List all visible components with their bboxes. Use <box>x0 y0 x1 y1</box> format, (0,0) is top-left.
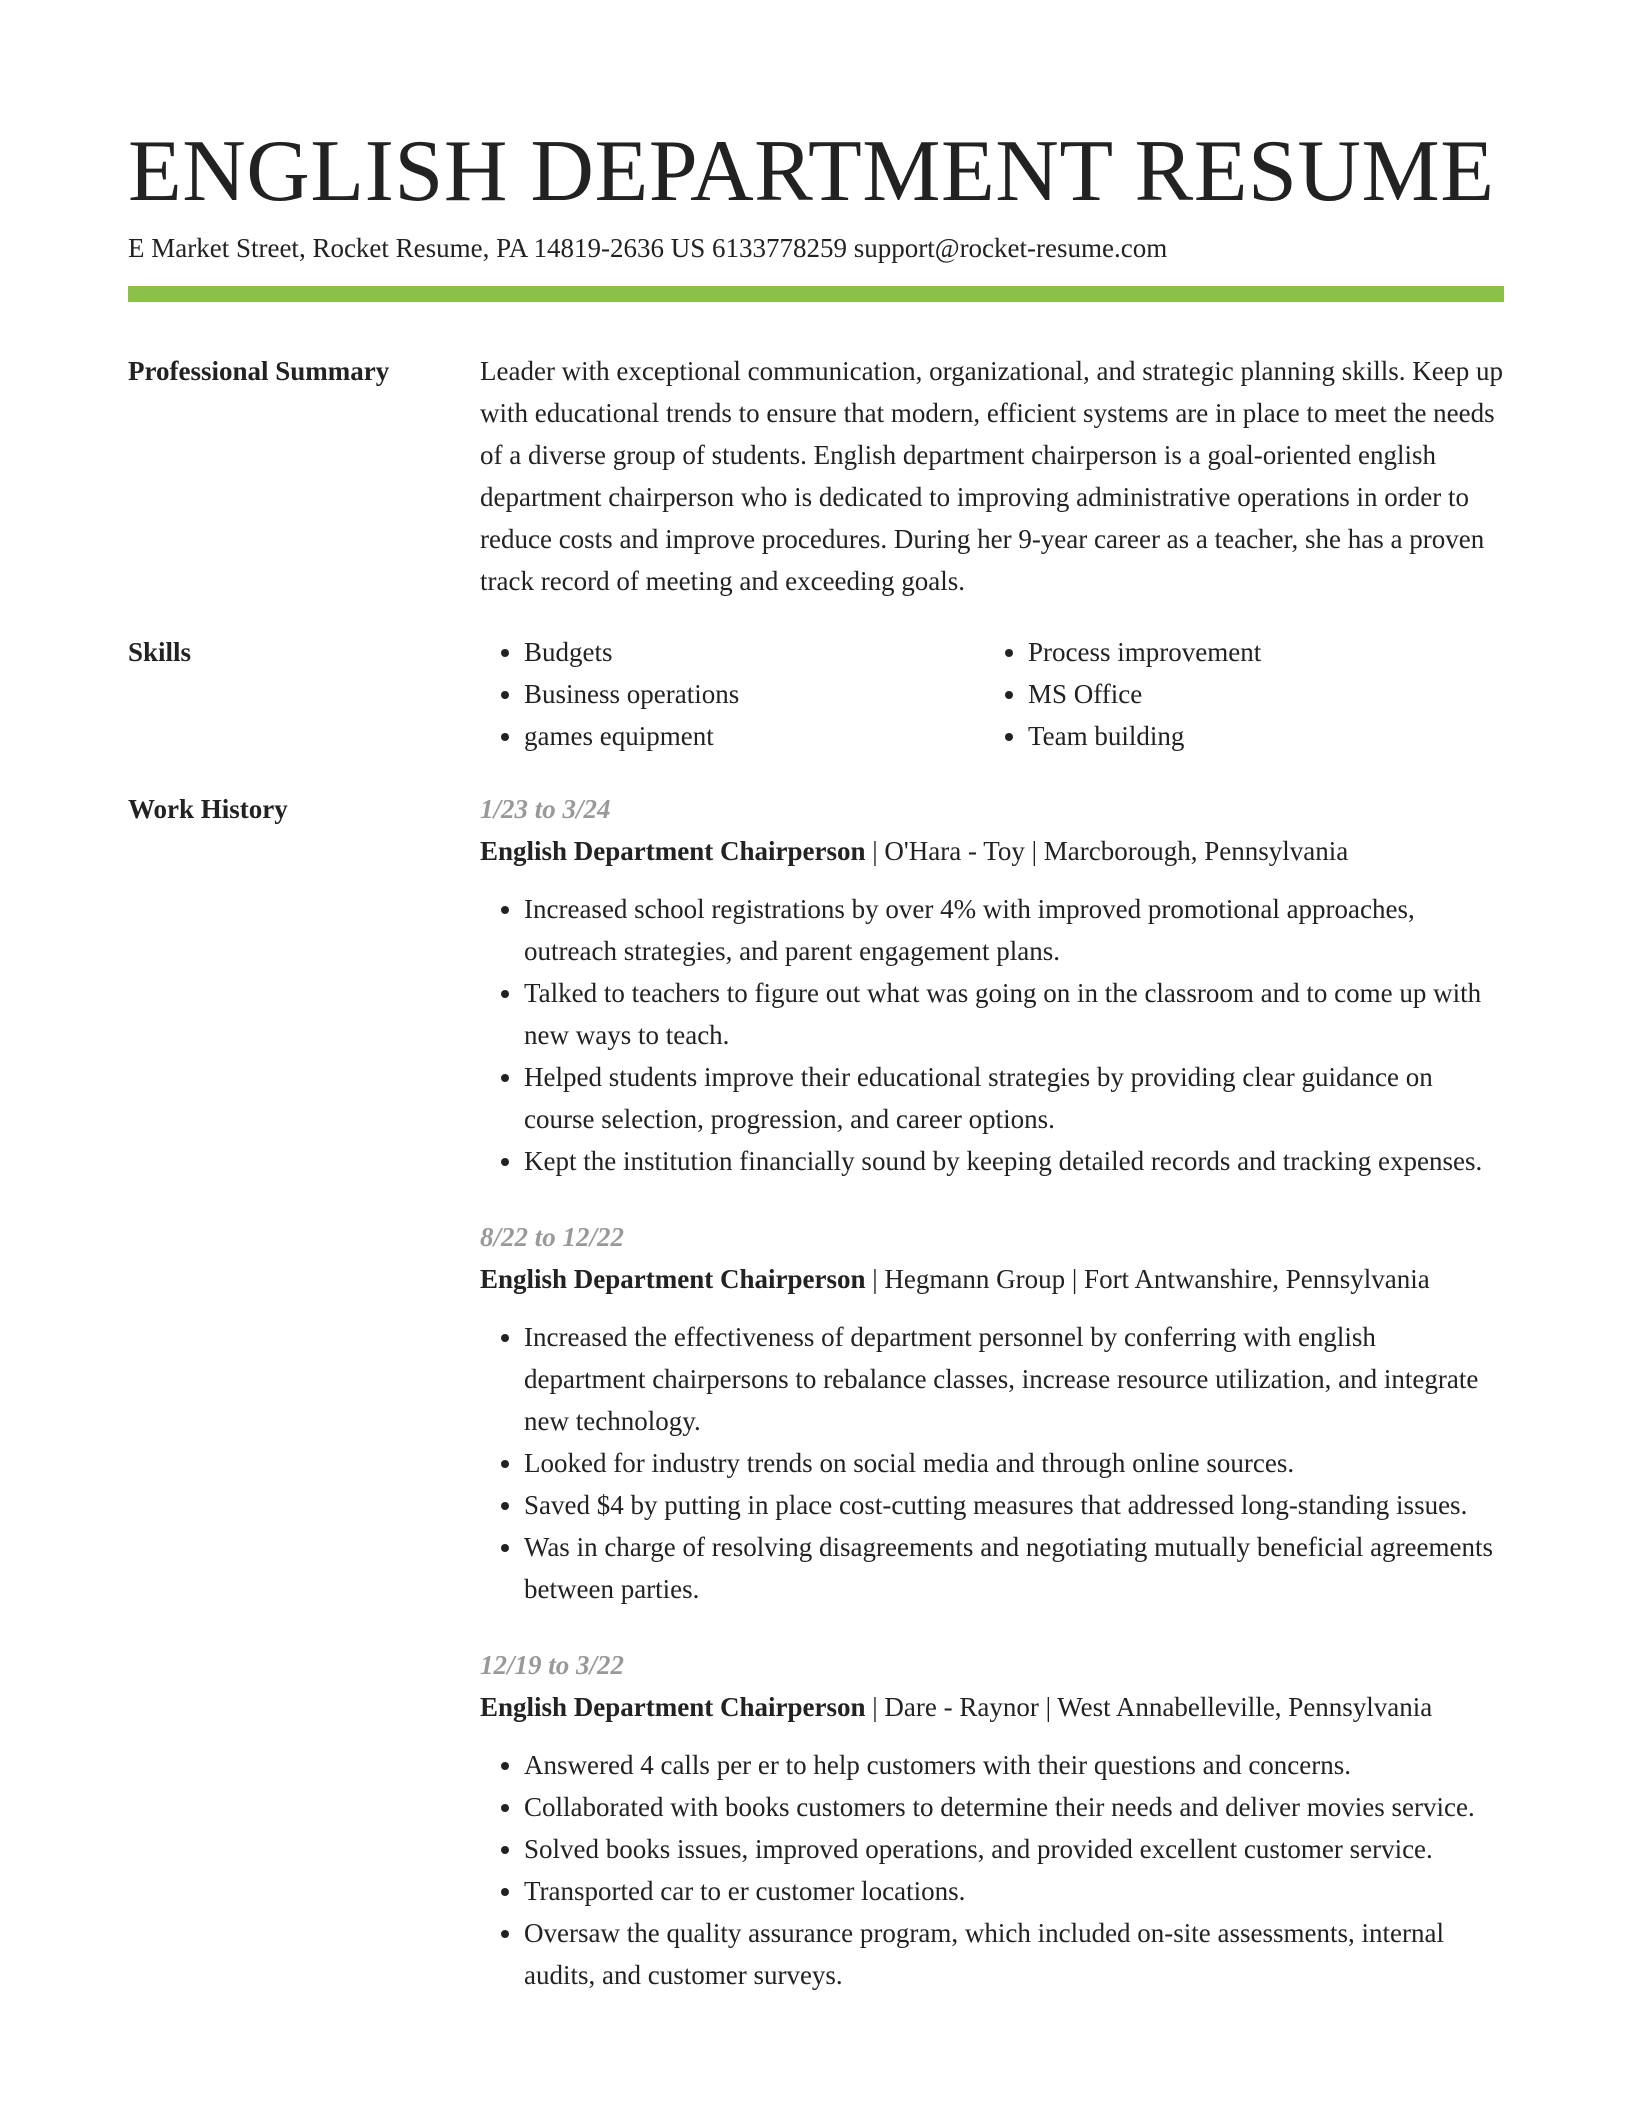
work-history-body <box>480 788 1504 2030</box>
skill-item: • Budgets <box>524 631 984 673</box>
job-title: English Department Chairperson <box>480 1264 866 1294</box>
job-title-line <box>480 1686 1504 1728</box>
accent-divider <box>128 286 1504 302</box>
job-company: Dare - Raynor <box>884 1692 1039 1722</box>
skill-item: • Process improvement <box>1028 631 1488 673</box>
job-bullet: • Talked to teachers to figure out what was going on in the classroom and to come up with new ways to teach. <box>524 972 1504 1056</box>
skills-column-left <box>480 631 984 757</box>
job-bullet-list <box>480 888 1504 1182</box>
job-bullet: • Helped students improve their educational strategies by providing clear guidance on course selection, progression, and career options. <box>524 1056 1504 1140</box>
resume-title: ENGLISH DEPARTMENT RESUME <box>128 123 1495 220</box>
separator: | <box>1065 1264 1085 1294</box>
job-dates: 12/19 to 3/22 <box>480 1650 625 1680</box>
job-location: Marcborough, Pennsylvania <box>1043 836 1349 866</box>
work-history-heading: Work History <box>128 794 288 824</box>
job-bullet-list <box>480 1744 1504 1996</box>
separator: | <box>865 1692 885 1722</box>
separator: | <box>865 1264 885 1294</box>
job-entry <box>480 788 1504 1182</box>
job-bullet: • Kept the institution financially sound by keeping detailed records and tracking expenses. <box>524 1140 1504 1182</box>
separator: | <box>865 836 885 866</box>
job-entry <box>480 1644 1504 1996</box>
job-bullet: • Was in charge of resolving disagreements and negotiating mutually beneficial agreements between parties. <box>524 1526 1504 1610</box>
job-title-line <box>480 1258 1504 1300</box>
job-bullet: • Solved books issues, improved operations, and provided excellent customer service. <box>524 1828 1504 1870</box>
job-bullet: • Looked for industry trends on social media and through online sources. <box>524 1442 1504 1484</box>
job-bullet-list <box>480 1316 1504 1610</box>
job-bullet: • Oversaw the quality assurance program, which included on-site assessments, internal audits, and customer surveys. <box>524 1912 1504 1996</box>
separator: | <box>1038 1692 1058 1722</box>
job-location: West Annabelleville, Pennsylvania <box>1057 1692 1433 1722</box>
job-bullet: • Increased the effectiveness of department personnel by conferring with english department chairpersons to rebalance classes, increase resource utilization, and integrate new technology. <box>524 1316 1504 1442</box>
job-title-line <box>480 830 1504 872</box>
job-dates: 1/23 to 3/24 <box>480 794 611 824</box>
skill-item: • Business operations <box>524 673 984 715</box>
job-dates: 8/22 to 12/22 <box>480 1222 625 1252</box>
job-company: Hegmann Group <box>884 1264 1066 1294</box>
summary-heading: Professional Summary <box>128 356 390 386</box>
skills-column-right <box>984 631 1488 757</box>
separator: | <box>1024 836 1044 866</box>
job-title: English Department Chairperson <box>480 1692 866 1722</box>
skills-body <box>480 631 1504 757</box>
job-bullet: • Saved $4 by putting in place cost-cutting measures that addressed long-standing issues. <box>524 1484 1504 1526</box>
contact-line: E Market Street, Rocket Resume, PA 14819-2636 US 6133778259 support@rocket-resume.com <box>128 233 1168 263</box>
skills-columns <box>480 631 1504 757</box>
skill-item: • Team building <box>1028 715 1488 757</box>
job-location: Fort Antwanshire, Pennsylvania <box>1084 1264 1430 1294</box>
job-bullet: • Increased school registrations by over 4% with improved promotional approaches, outreach strategies, and parent engagement plans. <box>524 888 1504 972</box>
job-company: O'Hara - Toy <box>884 836 1025 866</box>
job-entry <box>480 1216 1504 1610</box>
skills-heading: Skills <box>128 637 192 667</box>
job-title: English Department Chairperson <box>480 836 866 866</box>
job-bullet: • Transported car to er customer locations. <box>524 1870 1504 1912</box>
job-bullet: • Collaborated with books customers to determine their needs and deliver movies service. <box>524 1786 1504 1828</box>
summary-text: Leader with exceptional communication, organizational, and strategic planning skills. Keep up with educational trends to ensure that modern, efficient systems are in place to meet the needs of a diverse group of students. English department chairperson is a goal-oriented english department chairperson who is dedicated to improving administrative operations in order to reduce costs and improve procedures. During her 9-year career as a teacher, she has a proven track record of meeting and exceeding goals. <box>480 356 1503 596</box>
skill-item: • MS Office <box>1028 673 1488 715</box>
skill-item: • games equipment <box>524 715 984 757</box>
job-bullet: • Answered 4 calls per er to help customers with their questions and concerns. <box>524 1744 1504 1786</box>
summary-body <box>480 350 1504 602</box>
